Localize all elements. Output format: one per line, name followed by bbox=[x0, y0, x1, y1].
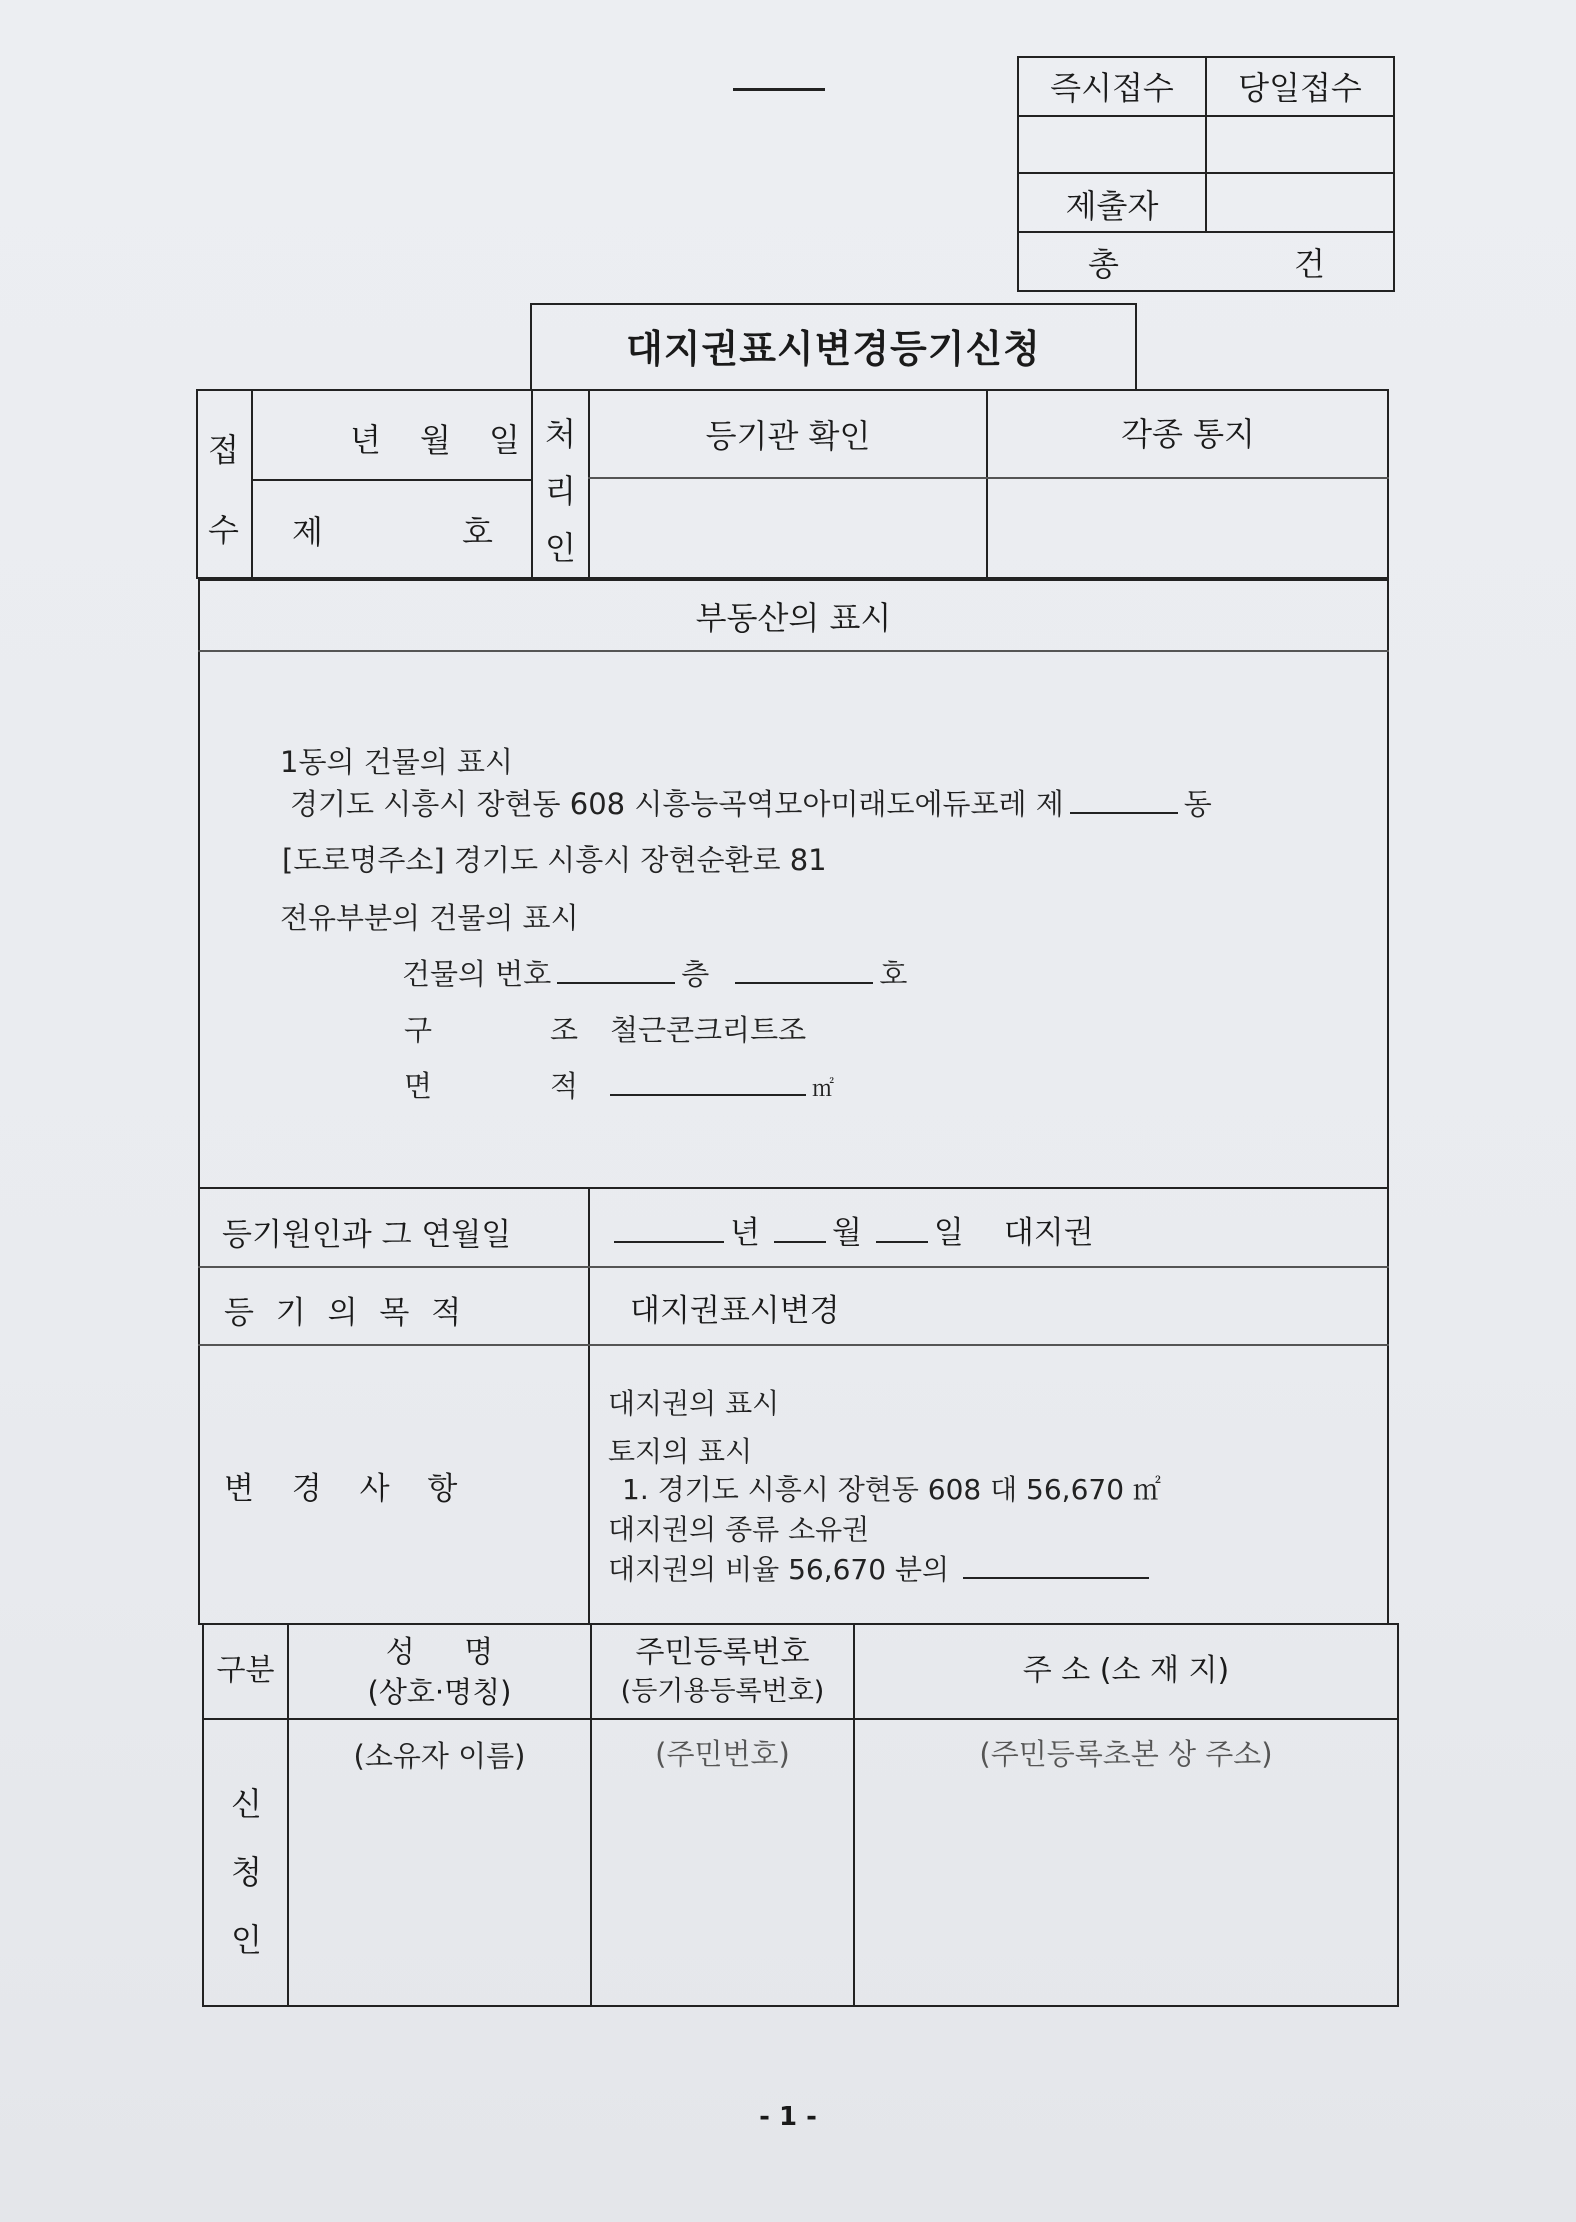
header-mark bbox=[733, 88, 825, 91]
number-je-label: 제 bbox=[292, 513, 323, 551]
structure-value: 철근콘크리트조 bbox=[610, 1013, 807, 1047]
applicant-id: (주민번호) bbox=[655, 1737, 790, 1771]
date-day-label: 일 bbox=[489, 421, 520, 459]
building-number-label: 건물의 번호 bbox=[402, 957, 552, 991]
area-unit: ㎡ bbox=[812, 1077, 835, 1102]
purpose-value: 대지권표시변경 bbox=[630, 1293, 840, 1329]
ho-unit: 호 bbox=[879, 957, 908, 991]
changes-line-1: 대지권의 표시 bbox=[608, 1387, 780, 1420]
purpose-label: 등 기 의 목 적 bbox=[224, 1295, 468, 1331]
exclusive-heading: 전유부분의 건물의 표시 bbox=[280, 901, 579, 935]
building-heading: 1동의 건물의 표시 bbox=[280, 745, 513, 779]
processing-label-1: 처 bbox=[545, 415, 576, 453]
building-address-text: 경기도 시흥시 장현동 608 시흥능곡역모아미래도에듀포레 제 bbox=[290, 787, 1064, 821]
changes-label: 변 경 사 항 bbox=[224, 1471, 472, 1507]
area-label-1: 면 bbox=[404, 1069, 433, 1103]
cause-label: 등기원인과 그 연월일 bbox=[222, 1217, 512, 1253]
changes-line-4: 대지권의 종류 소유권 bbox=[608, 1513, 870, 1546]
processing-label-3: 인 bbox=[545, 529, 576, 567]
property-section-title: 부동산의 표시 bbox=[695, 599, 892, 637]
cause-date-line bbox=[608, 1215, 1094, 1251]
col-name-header-2: (상호·명칭) bbox=[367, 1675, 512, 1709]
cause-month: 월 bbox=[831, 1215, 862, 1251]
floor-unit: 층 bbox=[681, 957, 710, 991]
road-address: [도로명주소] 경기도 시흥시 장현순환로 81 bbox=[282, 843, 827, 877]
total-label: 총 bbox=[1088, 245, 1119, 283]
changes-line-5 bbox=[608, 1553, 1155, 1586]
reception-label-2: 수 bbox=[208, 511, 239, 549]
applicant-label-1: 신 bbox=[231, 1785, 262, 1823]
processing-label-2: 리 bbox=[545, 472, 576, 510]
registrar-confirm-label: 등기관 확인 bbox=[705, 417, 871, 455]
cause-year: 년 bbox=[730, 1215, 760, 1251]
building-dong-unit: 동 bbox=[1183, 787, 1212, 821]
count-unit: 건 bbox=[1294, 245, 1325, 283]
col-address-header: 주 소 (소 재 지) bbox=[1022, 1653, 1230, 1688]
date-year-label: 년 bbox=[350, 421, 381, 459]
cause-day: 일 bbox=[933, 1215, 964, 1251]
col-id-header-2: (등기용등록번호) bbox=[620, 1676, 825, 1707]
same-day-receipt-label: 당일접수 bbox=[1238, 69, 1362, 107]
col-id-header-1: 주민등록번호 bbox=[635, 1635, 810, 1670]
form-title: 대지권표시변경등기신청 bbox=[626, 327, 1041, 371]
building-number-line bbox=[402, 957, 908, 991]
structure-label-2: 조 bbox=[550, 1013, 579, 1047]
changes-ratio-text: 대지권의 비율 56,670 분의 bbox=[608, 1553, 950, 1586]
date-month-label: 월 bbox=[420, 421, 451, 459]
submitter-label: 제출자 bbox=[1065, 187, 1159, 225]
applicant-label-2: 청 bbox=[231, 1853, 262, 1891]
applicant-name: (소유자 이름) bbox=[353, 1739, 526, 1773]
structure-label-1: 구 bbox=[404, 1013, 433, 1047]
changes-line-3: 1. 경기도 시흥시 장현동 608 대 56,670 ㎡ bbox=[622, 1473, 1161, 1506]
applicant-label-3: 인 bbox=[231, 1921, 262, 1959]
reception-label-1: 접 bbox=[208, 431, 239, 469]
notices-label: 각종 통지 bbox=[1121, 415, 1255, 453]
building-address-line bbox=[290, 787, 1212, 821]
changes-line-2: 토지의 표시 bbox=[608, 1435, 753, 1468]
col-category-header: 구분 bbox=[216, 1653, 275, 1688]
cause-value: 대지권 bbox=[1003, 1215, 1094, 1251]
immediate-receipt-label: 즉시접수 bbox=[1050, 69, 1174, 107]
page-number: - 1 - bbox=[759, 2102, 817, 2132]
area-label-2: 적 bbox=[550, 1069, 579, 1103]
applicant-address: (주민등록초본 상 주소) bbox=[979, 1737, 1273, 1771]
number-ho-label: 호 bbox=[462, 513, 493, 551]
col-name-header-1: 성 명 bbox=[385, 1635, 494, 1670]
area-line bbox=[604, 1072, 834, 1101]
